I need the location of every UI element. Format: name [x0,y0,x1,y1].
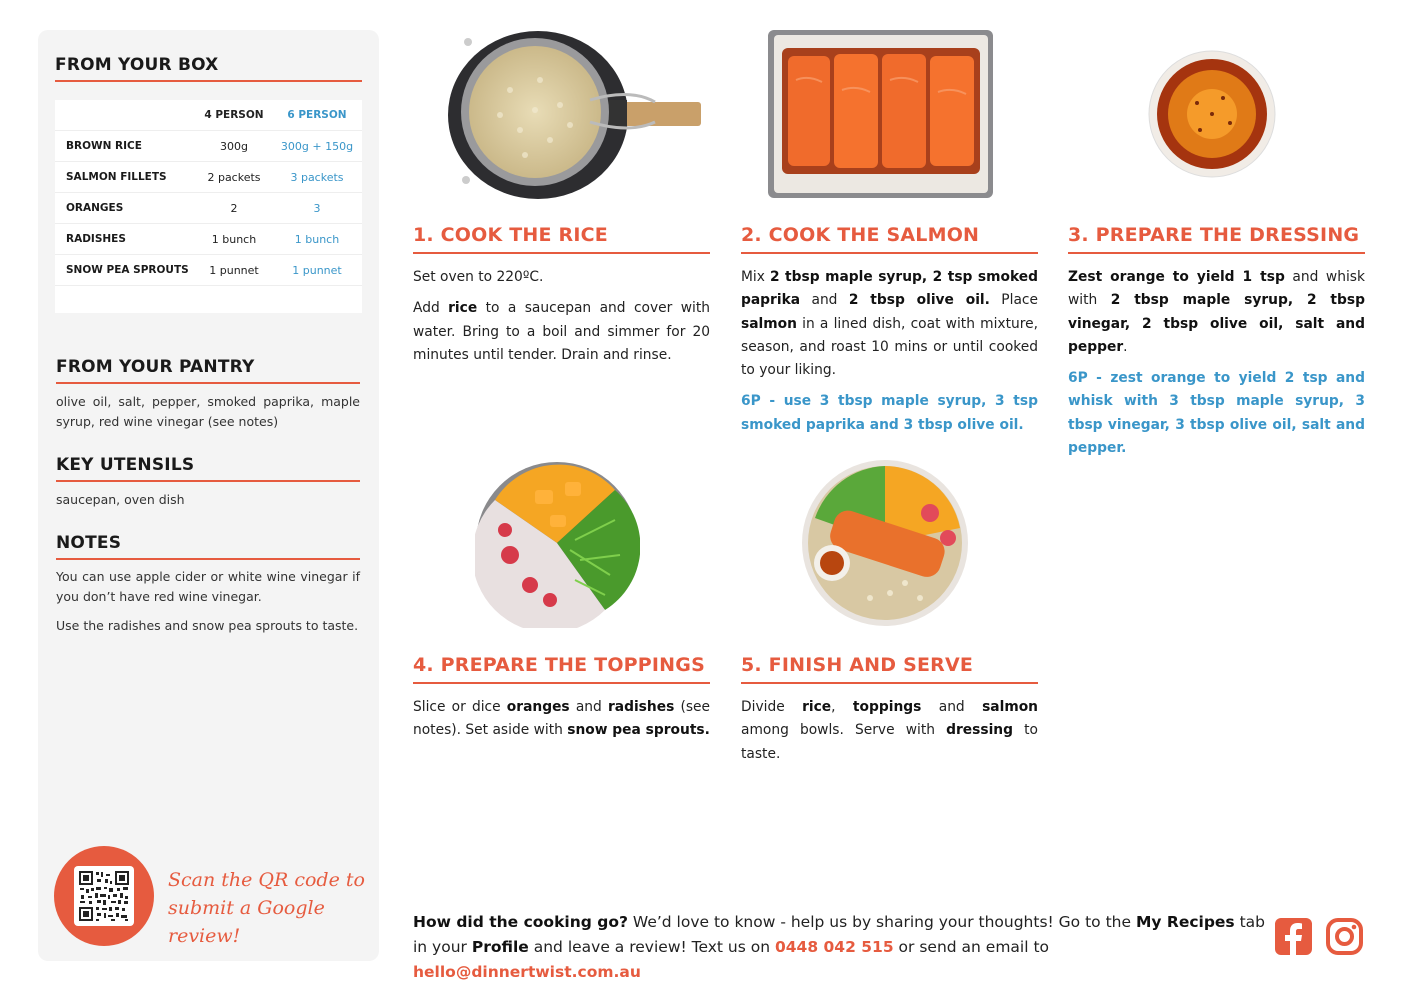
step-3-title: 3. PREPARE THE DRESSING [1068,224,1365,254]
qr-caption-line-1: Scan the QR code to [168,869,365,891]
qr-code-icon[interactable] [74,866,134,926]
table-row [55,131,362,162]
table-row [55,162,362,193]
from-your-pantry-title: FROM YOUR PANTRY [56,357,360,384]
row-4-person: 2 [230,202,238,215]
qr-caption-line-2: submit a Google review! [168,897,325,947]
header-6-person: 6 PERSON [287,109,347,121]
phone-link[interactable]: 0448 042 515 [774,938,894,956]
table-row [55,193,362,224]
dressing-bowl-image [1145,48,1280,180]
row-6-person: 1 bunch [294,233,340,246]
step-1-text [413,266,710,375]
step-2-6p: 6P - use 3 tbsp maple syrup, 3 tsp smoked paprika and 3 tbsp olive oil. [741,393,1038,433]
notes-text-2: Use the radishes and snow pea sprouts to taste. [56,618,359,633]
step-2-text: Mix 2 tbsp maple syrup, 2 tsp smoked paprika and 2 tbsp olive oil. Place salmon in a lined dish, coat with mixture, season, and roast 10 mins or until cooked to your liking. 6P - use 3 tbsp maple syrup, 3 tsp smoked paprika and 3 tbsp olive oil. [741,266,1038,445]
row-4-person: 1 bunch [211,233,257,246]
table-header [55,100,362,131]
row-6-person: 300g + 150g [280,140,354,153]
row-4-person: 1 punnet [209,264,259,277]
notes-title: NOTES [56,533,360,560]
step-5-text: Divide rice, toppings and salmon among bowls. Serve with dressing to taste. [741,699,1038,762]
row-6-person: 1 punnet [292,264,342,277]
step-1-oven: Set oven to 220ºC. [413,269,544,285]
ingredients-panel [38,30,379,961]
rice-strainer-image [440,30,710,200]
step-3-6p: 6P - zest orange to yield 2 tsp and whisk with 3 tbsp maple syrup, 3 tbsp vinegar, 3 tbsp olive oil, salt and pepper. [1068,370,1365,457]
key-utensils-title: KEY UTENSILS [56,455,360,482]
ingredients-table [55,100,362,313]
step-4-text: Slice or dice oranges and radishes (see notes). Set aside with snow pea sprouts. [413,699,710,739]
from-your-box-title: FROM YOUR BOX [55,55,362,82]
utensils-text: saucepan, oven dish [56,492,185,507]
salmon-tray-image [768,30,998,200]
header-4-person: 4 PERSON [204,109,264,121]
step-1-rice: Add rice to a saucepan and cover with water. Bring to a boil and simmer for 20 minutes until tender. Drain and rinse. [413,300,710,363]
row-item: SALMON FILLETS [66,171,167,183]
row-6-person: 3 [313,202,321,215]
step-4-title: 4. PREPARE THE TOPPINGS [413,654,710,684]
row-item: SNOW PEA SPROUTS [66,264,189,276]
row-4-person: 300g [220,140,248,153]
pantry-text: olive oil, salt, pepper, smoked paprika, maple syrup, red wine vinegar (see notes) [56,394,360,429]
email-link[interactable]: hello@dinnertwist.com.au [413,963,641,981]
step-1-title: 1. COOK THE RICE [413,224,710,254]
qr-caption [168,866,368,950]
row-item: BROWN RICE [66,140,142,152]
table-row [55,224,362,255]
notes-text-1: You can use apple cider or white wine vinegar if you don’t have red wine vinegar. [56,569,360,604]
facebook-icon[interactable] [1275,918,1312,955]
row-4-person: 2 packets [207,171,261,184]
row-item: ORANGES [66,202,124,214]
row-item: RADISHES [66,233,126,245]
step-5-title: 5. FINISH AND SERVE [741,654,1038,684]
step-3-text: Zest orange to yield 1 tsp and whisk with 2 tbsp maple syrup, 2 tbsp vinegar, 2 tbsp olive oil, salt and pepper. 6P - zest orange to yield 2 tsp and whisk with 3 tbsp maple syrup, 3 tbsp vinegar, 3 tbsp olive oil, salt and pepper. [1068,266,1365,468]
row-6-person: 3 packets [290,171,344,184]
toppings-bowl-image [475,460,640,628]
step-2-title: 2. COOK THE SALMON [741,224,1038,254]
review-footer: How did the cooking go? We’d love to know - help us by sharing your thoughts! Go to the My Recipes tab in your Profile and leave a review! Text us on 0448 042 515 or send an email to hello@dinnertwist.com.au [413,913,1266,981]
qr-badge[interactable] [54,846,154,946]
finished-bowl-image [800,458,970,628]
instagram-icon[interactable] [1326,918,1363,955]
table-row [55,255,362,286]
